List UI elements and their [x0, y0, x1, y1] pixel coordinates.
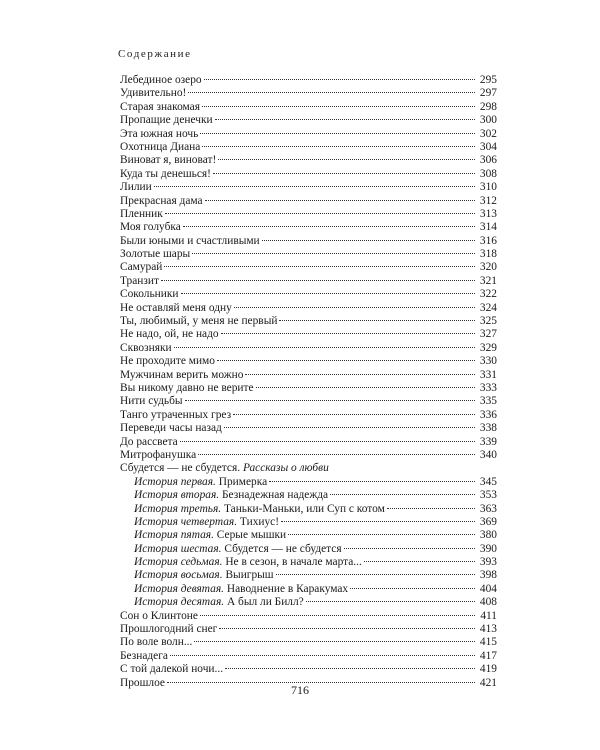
dot-leader: [281, 521, 475, 522]
page-header: Содержание: [118, 48, 192, 60]
toc-entry-page: 321: [479, 274, 497, 287]
toc-story-title: Серые мышки: [216, 529, 287, 542]
toc-story-title: Выигрыш: [225, 569, 274, 582]
dot-leader: [245, 374, 475, 375]
toc-entry-page: 308: [479, 167, 497, 180]
toc-entry-title: Прошлое: [120, 676, 165, 689]
toc-story-title: Примерка: [218, 475, 268, 488]
toc-story-title-wrap: [134, 596, 304, 609]
toc-entry-title: Митрофанушка: [120, 448, 197, 461]
toc-entry-title: Моя голубка: [120, 221, 181, 234]
toc-entry: [120, 315, 497, 328]
toc-entry: [120, 87, 497, 100]
toc-entry-title: Прошлогодний снег: [120, 623, 218, 636]
toc-entry-title: Старая знакомая: [120, 100, 200, 113]
toc-entry-title: Охотница Диана: [120, 140, 201, 153]
dot-leader: [306, 601, 475, 602]
dot-leader: [180, 441, 475, 442]
toc-story-page: 398: [479, 569, 497, 582]
toc-story-title-wrap: [134, 529, 286, 542]
toc-entry: [120, 436, 497, 449]
toc-story-entry: [120, 583, 497, 596]
toc-entry-page: 325: [479, 315, 497, 328]
toc-entry-page: 331: [479, 368, 497, 381]
toc-entry-title: Нити судьбы: [120, 395, 183, 408]
toc-entry-page: 314: [479, 221, 497, 234]
toc-entry-title: Эта южная ночь: [120, 127, 199, 140]
dot-leader: [204, 79, 475, 80]
toc-entry: [120, 195, 497, 208]
toc-entry: [120, 302, 497, 315]
toc-entry: [120, 235, 497, 248]
toc-entry: [120, 275, 497, 288]
toc-entry-page: 415: [479, 636, 497, 649]
toc-entry: [120, 168, 497, 181]
toc-story-label: История первая.: [134, 475, 216, 488]
toc-entry: [120, 623, 497, 636]
toc-entry: [120, 409, 497, 422]
toc-entry-page: 300: [479, 114, 497, 127]
toc-story-page: 380: [479, 529, 497, 542]
toc-entry-title: Танго утраченных грез: [120, 408, 232, 421]
dot-leader: [221, 333, 475, 334]
dot-leader: [188, 92, 475, 93]
toc-entry-page: 316: [479, 234, 497, 247]
toc-entry: [120, 328, 497, 341]
toc-entry-title: Транзит: [120, 274, 159, 287]
dot-leader: [200, 133, 475, 134]
toc-entry-page: 312: [479, 194, 497, 207]
toc-entry-page: 417: [479, 649, 497, 662]
toc-entry-title: По воле волн...: [120, 636, 193, 649]
toc-entry-title: Переведи часы назад: [120, 422, 222, 435]
dot-leader: [344, 548, 475, 549]
toc-story-entry: [120, 543, 497, 556]
toc-entry: [120, 395, 497, 408]
toc-entry: [120, 636, 497, 649]
toc-story-label: История девятая.: [134, 582, 224, 595]
toc-story-label: История пятая.: [134, 529, 214, 542]
toc-story-title-wrap: [134, 556, 362, 569]
toc-entry-title: Пропащие денечки: [120, 114, 213, 127]
toc-entry-page: 324: [479, 301, 497, 314]
toc-entry-title: Вы никому давно не верите: [120, 381, 254, 394]
toc-story-page: 345: [479, 475, 497, 488]
dot-leader: [200, 615, 475, 616]
toc-entry: [120, 382, 497, 395]
toc-entry-page: 335: [479, 395, 497, 408]
toc-entry: [120, 114, 497, 127]
toc-entry: [120, 342, 497, 355]
toc-story-title-wrap: [134, 543, 342, 556]
toc-entry-page: 310: [479, 181, 497, 194]
toc-entry-page: 421: [479, 676, 497, 689]
toc-story-label: История шестая.: [134, 542, 222, 555]
toc-story-label: История третья.: [134, 502, 222, 515]
dot-leader: [330, 494, 475, 495]
toc-entry-page: 329: [479, 341, 497, 354]
toc-story-label: История вторая.: [134, 489, 220, 502]
toc-entry-title: Были юными и счастливыми: [120, 234, 260, 247]
toc-story-page: 393: [479, 556, 497, 569]
toc-section-subtitle: Рассказы о любви: [242, 462, 329, 475]
toc-story-title: Таньки-Маньки, или Суп с котом: [223, 502, 385, 515]
toc-section-title-wrap: [120, 462, 329, 475]
dot-leader: [387, 508, 475, 509]
toc-entry-title: Безнадега: [120, 649, 168, 662]
toc-entry-title: Прекрасная дама: [120, 194, 203, 207]
dot-leader: [224, 427, 475, 428]
toc-entry-title: Куда ты денешься!: [120, 167, 211, 180]
toc-entry-page: 297: [479, 87, 497, 100]
toc-entry-page: 313: [479, 207, 497, 220]
dot-leader: [215, 119, 475, 120]
toc-entry: [120, 261, 497, 274]
toc-entry-title: Лилии: [120, 181, 152, 194]
toc-story-page: 353: [479, 489, 497, 502]
dot-leader: [181, 293, 476, 294]
dot-leader: [174, 347, 475, 348]
toc-entry-page: 333: [479, 381, 497, 394]
toc-entry-title: Сквозняки: [120, 341, 172, 354]
toc-entry-title: Виноват я, виноват!: [120, 154, 217, 167]
toc-entry: [120, 221, 497, 234]
toc-entry-title: Лебединое озеро: [120, 74, 202, 86]
dot-leader: [269, 481, 475, 482]
dot-leader: [218, 159, 475, 160]
toc-story-entry: [120, 516, 497, 529]
toc-entry: [120, 449, 497, 462]
dot-leader: [217, 360, 475, 361]
toc-story-title-wrap: [134, 516, 279, 529]
toc-entry: [120, 650, 497, 663]
dot-leader: [164, 266, 475, 267]
dot-leader: [205, 200, 475, 201]
toc-story-label: История десятая.: [134, 596, 225, 609]
toc-entry-title: Не надо, ой, не надо: [120, 328, 219, 341]
dot-leader: [256, 387, 475, 388]
toc-story-label: История седьмая.: [134, 556, 223, 569]
toc-entry-title: Удивительно!: [120, 87, 187, 100]
toc-entry-page: 419: [479, 663, 497, 676]
toc-entry: [120, 288, 497, 301]
toc-entry-title: Самурай: [120, 261, 163, 274]
toc-entry: [120, 181, 497, 194]
toc-entry: [120, 154, 497, 167]
toc-entry-page: 304: [479, 140, 497, 153]
toc-story-entry: [120, 596, 497, 609]
toc-story-page: 363: [479, 502, 497, 515]
toc-story-title: Безнадежная надежда: [222, 489, 329, 502]
dot-leader: [279, 320, 475, 321]
dot-leader: [154, 186, 475, 187]
dot-leader: [213, 173, 475, 174]
dot-leader: [276, 574, 475, 575]
toc-story-entry: [120, 476, 497, 489]
toc-story-title-wrap: [134, 583, 348, 596]
toc-entry-title: С той далекой ночи...: [120, 663, 224, 676]
toc-story-title: Не в сезон, в начале марта...: [225, 556, 362, 569]
dot-leader: [202, 146, 475, 147]
toc-entry-page: 318: [479, 248, 497, 261]
toc-story-label: История восьмая.: [134, 569, 223, 582]
dot-leader: [202, 106, 475, 107]
dot-leader: [161, 280, 475, 281]
dot-leader: [234, 307, 475, 308]
toc-story-title-wrap: [134, 569, 274, 582]
toc-section-heading: [120, 462, 497, 475]
toc-entry-title: Мужчинам верить можно: [120, 368, 244, 381]
toc-story-page: 390: [479, 542, 497, 555]
toc-entry-page: 339: [479, 435, 497, 448]
dot-leader: [183, 226, 475, 227]
toc-entry: [120, 141, 497, 154]
toc-story-title: Наводнение в Каракумах: [226, 582, 349, 595]
toc-entry: [120, 369, 497, 382]
toc-story-title: А был ли Билл?: [226, 596, 304, 609]
toc-story-title: Сбудется — не сбудется: [224, 542, 342, 555]
page-number: 716: [291, 683, 309, 697]
toc-entry-title: Золотые шары: [120, 248, 191, 261]
table-of-contents: [120, 74, 497, 690]
toc-entry-page: 336: [479, 408, 497, 421]
dot-leader: [192, 253, 475, 254]
dot-leader: [194, 641, 475, 642]
toc-story-page: 404: [479, 582, 497, 595]
toc-entry-page: 322: [479, 288, 497, 301]
toc-entry-page: 298: [479, 100, 497, 113]
toc-entry-page: 338: [479, 422, 497, 435]
dot-leader: [364, 561, 475, 562]
toc-story-title: Тихиус!: [239, 515, 280, 528]
toc-entry-title: Не проходите мимо: [120, 355, 215, 368]
toc-entry: [120, 74, 497, 87]
toc-entry-title: До рассвета: [120, 435, 178, 448]
toc-entry-page: 330: [479, 355, 497, 368]
toc-story-label: История четвертая.: [134, 515, 238, 528]
toc-story-entry: [120, 489, 497, 502]
dot-leader: [170, 655, 475, 656]
toc-story-title-wrap: [134, 503, 385, 516]
toc-entry: [120, 422, 497, 435]
toc-story-entry: [120, 529, 497, 542]
toc-entry-page: 340: [479, 448, 497, 461]
dot-leader: [225, 668, 475, 669]
toc-entry-page: 413: [479, 623, 497, 636]
toc-entry-page: 320: [479, 261, 497, 274]
toc-entry: [120, 663, 497, 676]
toc-entry-title: Ты, любимый, у меня не первый: [120, 315, 278, 328]
dot-leader: [288, 534, 475, 535]
toc-entry-page: 302: [479, 127, 497, 140]
dot-leader: [350, 588, 475, 589]
toc-entry: [120, 208, 497, 221]
toc-story-title-wrap: [134, 476, 267, 489]
toc-entry-title: Не оставляй меня одну: [120, 301, 232, 314]
dot-leader: [198, 454, 475, 455]
toc-entry: [120, 248, 497, 261]
toc-entry-page: 411: [480, 609, 497, 622]
dot-leader: [233, 414, 475, 415]
toc-entry: [120, 355, 497, 368]
toc-entry-page: 327: [479, 328, 497, 341]
toc-story-page: 408: [479, 596, 497, 609]
toc-section-title: Сбудется — не сбудется.: [120, 462, 241, 475]
toc-story-entry: [120, 503, 497, 516]
toc-entry-title: Сокольники: [120, 288, 179, 301]
toc-entry: [120, 101, 497, 114]
toc-entry-title: Сон о Клинтоне: [120, 609, 198, 622]
toc-story-entry: [120, 569, 497, 582]
toc-entry-title: Пленник: [120, 207, 163, 220]
toc-story-entry: [120, 556, 497, 569]
dot-leader: [219, 628, 475, 629]
toc-story-title-wrap: [134, 489, 328, 502]
toc-entry: [120, 610, 497, 623]
toc-entry: [120, 128, 497, 141]
dot-leader: [185, 400, 475, 401]
toc-entry-page: 295: [479, 74, 497, 86]
toc-story-page: 369: [479, 515, 497, 528]
dot-leader: [165, 213, 475, 214]
toc-entry-page: 306: [479, 154, 497, 167]
dot-leader: [262, 240, 475, 241]
